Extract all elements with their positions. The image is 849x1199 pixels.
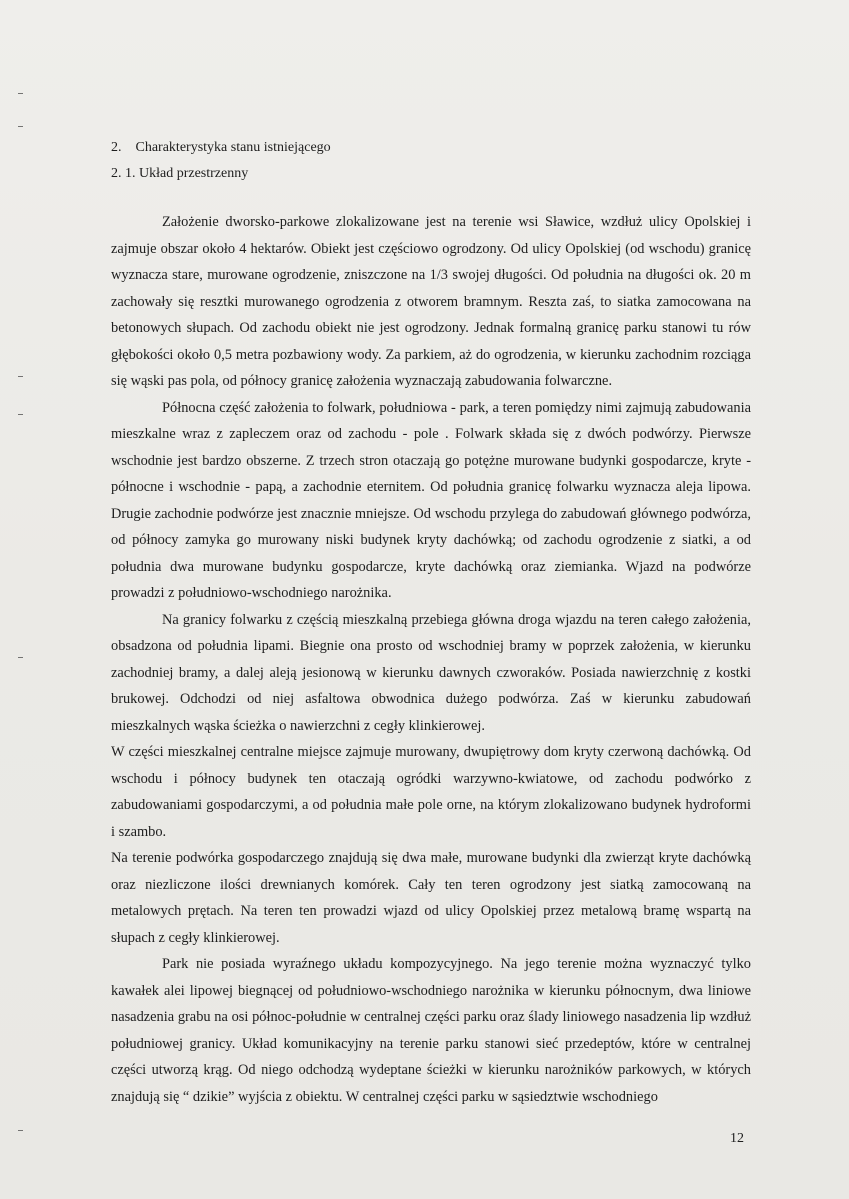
paragraph: Północna część założenia to folwark, południowa - park, a teren pomiędzy nimi zajmują zabudowania mieszkalne wraz z zapleczem oraz od zachodu - pole . Folwark składa się z dwóch podwórzy. Pierwsze wschodnie jest bardzo obszerne. Z trzech stron otaczają go potężne murowane budynki gospodarcze, kryte - północne i wschodnie - papą, a zachodnie eternitem. Od południa granicę folwarku wyznacza aleja lipowa. Drugie zachodnie podwórze jest znacznie mniejsze. Od wschodu przylega do zabudowań głównego podwórza, od północy zamyka go murowany niski budynek kryty dachówką; od zachodu ogrodzenie z siatki, a od południa dwa murowane budynku gospodarcze, kryte dachówką oraz ziemianka. Wjazd na podwórze prowadzi z południowo-wschodniego narożnika. bbox=[111, 399, 751, 601]
section-heading: 2. Charakterystyka stanu istniejącego bbox=[111, 140, 331, 155]
scan-speck bbox=[18, 414, 23, 415]
paragraph: W części mieszkalnej centralne miejsce zajmuje murowany, dwupiętrowy dom kryty czerwoną dachówką. Od wschodu i północy budynek ten otaczają ogródki warzywno-kwiatowe, od zachodu podwórko z zabudowaniami gospodarczymi, a od południa małe pole orne, na którym zlokalizowano budynek hydroformi i szambo. bbox=[111, 744, 751, 840]
paragraph: Założenie dworsko-parkowe zlokalizowane jest na terenie wsi Sławice, wzdłuż ulicy Opolskiej i zajmuje obszar około 4 hektarów. Obiekt jest częściowo ogrodzony. Od ulicy Opolskiej (od wschodu) granicę wyznacza stare, murowane ogrodzenie, zniszczone na 1/3 swojej długości. Od południa na długości ok. 20 m zachowały się resztki murowanego ogrodzenia z otworem bramnym. Reszta zaś, to siatka zamocowana na betonowych słupach. Od zachodu obiekt nie jest ogrodzony. Jednak formalną granicę parku stanowi tu rów głębokości około 0,5 metra pozbawiony wody. Za parkiem, aż do ogrodzenia, w kierunku zachodnim rozciąga się wąski pas pola, od północy granicę założenia wyznaczają zabudowania folwarczne. bbox=[111, 214, 751, 389]
scan-speck bbox=[18, 657, 23, 658]
subsection-heading: 2. 1. Układ przestrzenny bbox=[111, 166, 249, 181]
paragraph: Na granicy folwarku z częścią mieszkalną przebiega główna droga wjazdu na teren całego założenia, obsadzona od południa lipami. Biegnie ona prosto od wschodniej bramy w poprzek założenia, w kierunku zachodniej bramy, a dalej aleją jesionową w kierunku dawnych czworaków. Posiada nawierzchnię z kostki brukowej. Odchodzi od niej asfaltowa obwodnica dużego podwórza. Zaś w kierunku zabudowań mieszkalnych wąska ścieżka o nawierzchni z cegły klinkierowej. bbox=[111, 611, 751, 734]
document-body bbox=[111, 209, 751, 1110]
scan-speck bbox=[18, 93, 23, 94]
paragraph: Park nie posiada wyraźnego układu kompozycyjnego. Na jego terenie można wyznaczyć tylko kawałek alei lipowej biegnącej od południowo-wschodniego narożnika w kierunku północnym, dwa liniowe nasadzenia grabu na osi północ-południe w centralnej części parku oraz ślady liniowego nasadzenia lip wzdłuż południowej granicy. Układ komunikacyjny na terenie parku stanowi sieć przedeptów, które w centralnej części utworzą krąg. Od niego odchodzą wydeptane ścieżki w kierunku narożników parkowych, w których znajdują się “ dzikie” wyjścia z obiektu. W centralnej części parku w sąsiedztwie wschodniego bbox=[111, 956, 751, 1105]
scan-speck bbox=[18, 376, 23, 377]
page-number: 12 bbox=[730, 1131, 744, 1146]
paragraph: Na terenie podwórka gospodarczego znajdują się dwa małe, murowane budynki dla zwierząt kryte dachówką oraz niezliczone ilości drewnianych komórek. Cały ten teren ogrodzony jest siatką zamocowaną na metalowych prętach. Na teren ten prowadzi wjazd od ulicy Opolskiej przez metalową bramę wspartą na słupach z cegły klinkierowej. bbox=[111, 850, 751, 946]
scan-speck bbox=[18, 1130, 23, 1131]
scan-speck bbox=[18, 126, 23, 127]
